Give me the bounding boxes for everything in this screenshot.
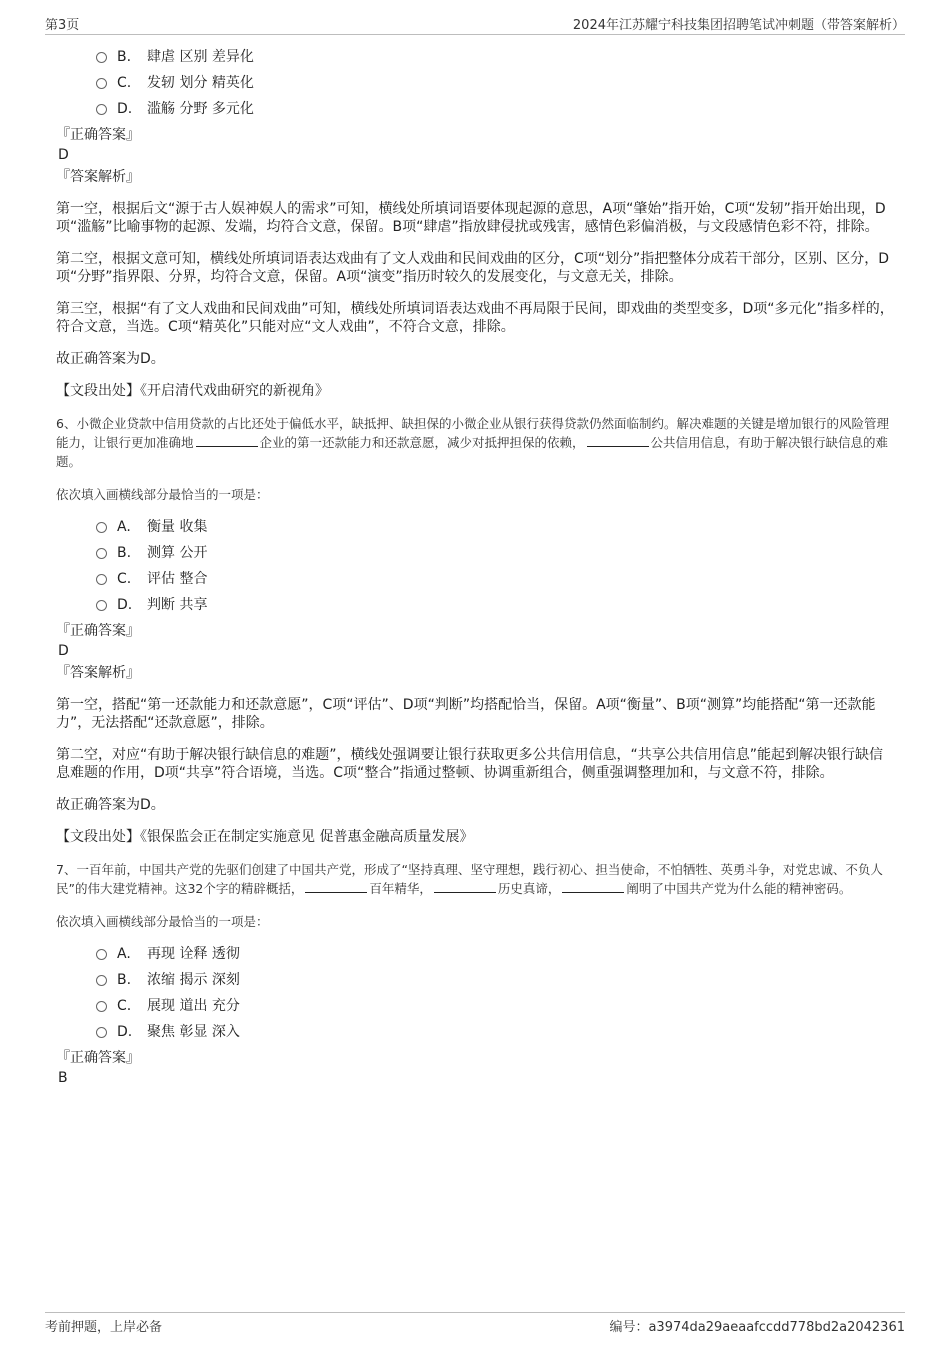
q7-options	[56, 941, 896, 1045]
source-citation: 【文段出处】《银保监会正在制定实施意见 促普惠金融高质量发展》	[56, 829, 474, 845]
fill-blank	[562, 880, 624, 893]
option-item[interactable]: A. 再现 诠释 透彻	[96, 941, 896, 967]
question-text: 6、小微企业贷款中信用贷款的占比还处于偏低水平，缺抵押、缺担保的小微企业从银行获得贷款仍然面临制约。解决难题的关键是增加银行的风险管理能力，让银行更加准确地 企业的第一还款能力和还款意愿，减少对抵押担保的依赖， 公共信用信息，有助于解决银行缺信息的难题。	[56, 416, 889, 469]
option-text: 聚焦 彰显 深入	[147, 1024, 240, 1040]
radio-icon[interactable]	[96, 975, 107, 986]
fill-blank	[587, 434, 649, 447]
document-id: 编号：a3974da29aeaafccdd778bd2a2042361	[609, 1320, 905, 1335]
option-item[interactable]: D. 滥觞 分野 多元化	[96, 96, 896, 122]
analysis-paragraph: 第三空，根据“有了文人戏曲和民间戏曲”可知，横线处所填词语表达戏曲不再局限于民间，即戏曲的类型变多，D项“多元化”指多样的，符合文意，当选。C项“精英化”只能对应“文人戏曲”，不符合文意，排除。	[56, 301, 894, 335]
source-citation: 【文段出处】《开启清代戏曲研究的新视角》	[56, 383, 329, 399]
option-text: 滥觞 分野 多元化	[147, 101, 254, 117]
option-text: 再现 诠释 透彻	[147, 946, 240, 962]
question-text: 7、一百年前，中国共产党的先驱们创建了中国共产党，形成了“坚持真理、坚守理想，践行初心、担当使命，不怕牺牲、英勇斗争，对党忠诚、不负人民”的伟大建党精神。这32个字的精辟概括， 百年精华， 历史真谛， 阐明了中国共产党为什么能的精神密码。	[56, 862, 883, 896]
option-item[interactable]: C. 评估 整合	[96, 566, 896, 592]
document-body	[56, 44, 896, 1087]
radio-icon[interactable]	[96, 104, 107, 115]
option-text: 浓缩 揭示 深刻	[147, 972, 240, 988]
question-instruction: 依次填入画横线部分最恰当的一项是：	[56, 487, 269, 502]
analysis-label: 『答案解析』	[56, 665, 140, 681]
option-text: 衡量 收集	[147, 519, 208, 535]
option-item[interactable]: B. 浓缩 揭示 深刻	[96, 967, 896, 993]
answer-value: B	[58, 1070, 68, 1086]
option-item[interactable]: D. 聚焦 彰显 深入	[96, 1019, 896, 1045]
analysis-conclusion: 故正确答案为D。	[56, 797, 165, 813]
analysis-label: 『答案解析』	[56, 169, 140, 185]
option-item[interactable]: C. 展现 道出 充分	[96, 993, 896, 1019]
q5-options	[56, 44, 896, 122]
option-text: 评估 整合	[147, 571, 208, 587]
page-header	[45, 12, 905, 35]
answer-label: 『正确答案』	[56, 623, 140, 639]
radio-icon[interactable]	[96, 52, 107, 63]
radio-icon[interactable]	[96, 949, 107, 960]
analysis-conclusion: 故正确答案为D。	[56, 351, 165, 367]
option-text: 肆虐 区别 差异化	[147, 49, 254, 65]
answer-label: 『正确答案』	[56, 127, 140, 143]
document-title: 2024年江苏耀宁科技集团招聘笔试冲刺题（带答案解析）	[572, 18, 905, 33]
fill-blank	[305, 880, 367, 893]
analysis-paragraph: 第一空，根据后文“源于古人娱神娱人的需求”可知，横线处所填词语要体现起源的意思，A项“肇始”指开始，C项“发轫”指开始出现，D项“滥觞”比喻事物的起源、发端，均符合文意，保留。B项“肆虐”指放肆侵扰或残害，感情色彩偏消极，与文段感情色彩不符，排除。	[56, 201, 886, 235]
fill-blank	[196, 434, 258, 447]
radio-icon[interactable]	[96, 78, 107, 89]
radio-icon[interactable]	[96, 522, 107, 533]
option-text: 判断 共享	[147, 597, 208, 613]
footer-slogan: 考前押题，上岸必备	[45, 1320, 163, 1335]
answer-value: D	[58, 147, 69, 163]
q6-options	[56, 514, 896, 618]
analysis-paragraph: 第二空，根据文意可知，横线处所填词语表达戏曲有了文人戏曲和民间戏曲的区分，C项“划分”指把整体分成若干部分，区别、区分，D项“分野”指界限、分界，均符合文意，保留。A项“演变”指历时较久的发展变化，与文意无关，排除。	[56, 251, 890, 285]
radio-icon[interactable]	[96, 548, 107, 559]
option-item[interactable]: D. 判断 共享	[96, 592, 896, 618]
question-instruction: 依次填入画横线部分最恰当的一项是：	[56, 914, 269, 929]
option-item[interactable]: A. 衡量 收集	[96, 514, 896, 540]
page-footer	[45, 1312, 905, 1335]
option-item[interactable]: B. 测算 公开	[96, 540, 896, 566]
radio-icon[interactable]	[96, 574, 107, 585]
analysis-paragraph: 第二空，对应“有助于解决银行缺信息的难题”，横线处强调要让银行获取更多公共信用信息，“共享公共信用信息”能起到解决银行缺信息难题的作用，D项“共享”符合语境，当选。C项“整合”指通过整顿、协调重新组合，侧重强调整理加和，与文意不符，排除。	[56, 747, 884, 781]
radio-icon[interactable]	[96, 600, 107, 611]
option-item[interactable]: C. 发轫 划分 精英化	[96, 70, 896, 96]
option-text: 发轫 划分 精英化	[147, 75, 254, 91]
option-text: 展现 道出 充分	[147, 998, 240, 1014]
answer-label: 『正确答案』	[56, 1050, 140, 1066]
answer-value: D	[58, 643, 69, 659]
radio-icon[interactable]	[96, 1027, 107, 1038]
analysis-paragraph: 第一空，搭配“第一还款能力和还款意愿”，C项“评估”、D项“判断”均搭配恰当，保留。A项“衡量”、B项“测算”均能搭配“第一还款能力”，无法搭配“还款意愿”，排除。	[56, 697, 876, 731]
page-number: 第3页	[45, 18, 80, 33]
radio-icon[interactable]	[96, 1001, 107, 1012]
option-item[interactable]: B. 肆虐 区别 差异化	[96, 44, 896, 70]
fill-blank	[434, 880, 496, 893]
option-text: 测算 公开	[147, 545, 208, 561]
